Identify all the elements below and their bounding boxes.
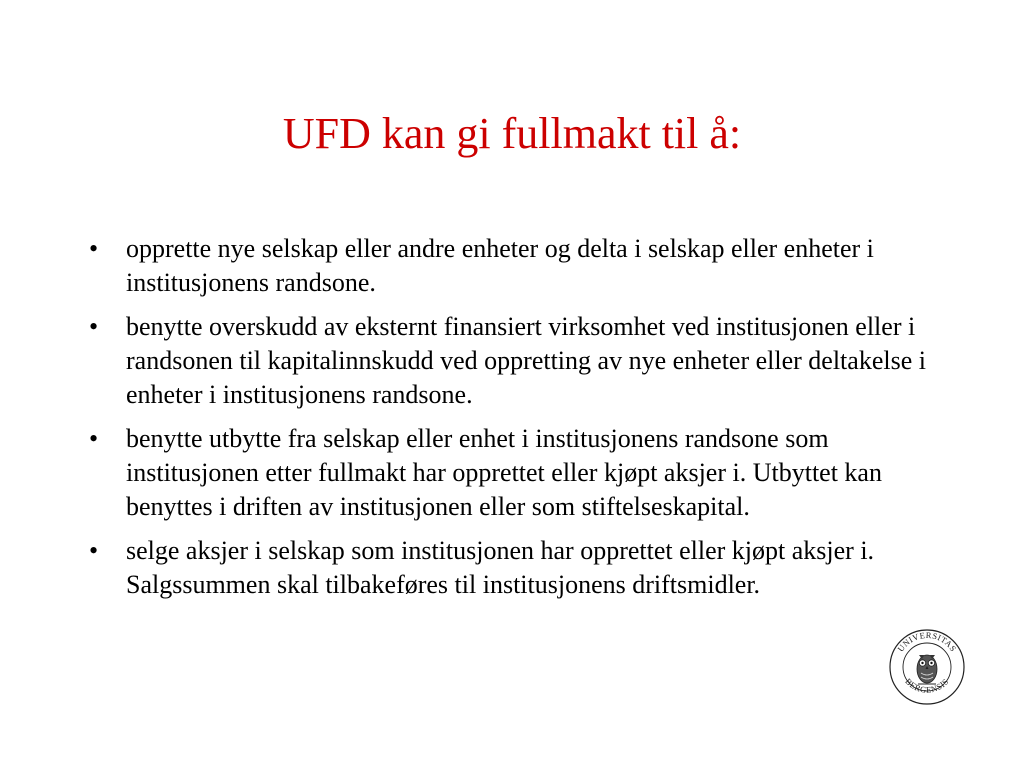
bullet-text: benytte overskudd av eksternt finansiert virksomhet ved institusjonen eller i randsonen til kapitalinnskudd ved oppretting av nye enheter eller deltakelse i enheter i institusjonens randsone. [126,312,926,409]
bullet-marker: • [89,234,99,263]
bullet-item [89,422,949,524]
bullet-list [89,232,949,612]
svg-text:UNIVERSITAS [895,630,958,654]
bullet-item [89,310,949,412]
bullet-text: selge aksjer i selskap som institusjonen har opprettet eller kjøpt aksjer i. Salgssummen skal tilbakeføres til institusjonens driftsmidler. [126,536,875,599]
bullet-marker: • [89,312,99,341]
slide-title: UFD kan gi fullmakt til å: [282,109,742,158]
seal-text-bottom: BERGENSIS [903,676,951,695]
bullet-item [89,232,949,300]
seal-text-top: UNIVERSITAS [895,629,959,654]
bullet-text: benytte utbytte fra selskap eller enhet i institusjonens randsone som institusjonen etter fullmakt har opprettet eller kjøpt aksjer i. Utbyttet kan benyttes i driften av institusjonen eller som stiftelseskapital. [126,424,882,521]
bullet-text: opprette nye selskap eller andre enheter og delta i selskap eller enheter i institusjonens randsone. [126,234,874,297]
university-seal-icon [888,628,966,706]
bullet-item [89,534,949,602]
bullet-marker: • [89,536,99,565]
owl-emblem-icon [917,655,937,684]
bullet-marker: • [89,424,99,453]
